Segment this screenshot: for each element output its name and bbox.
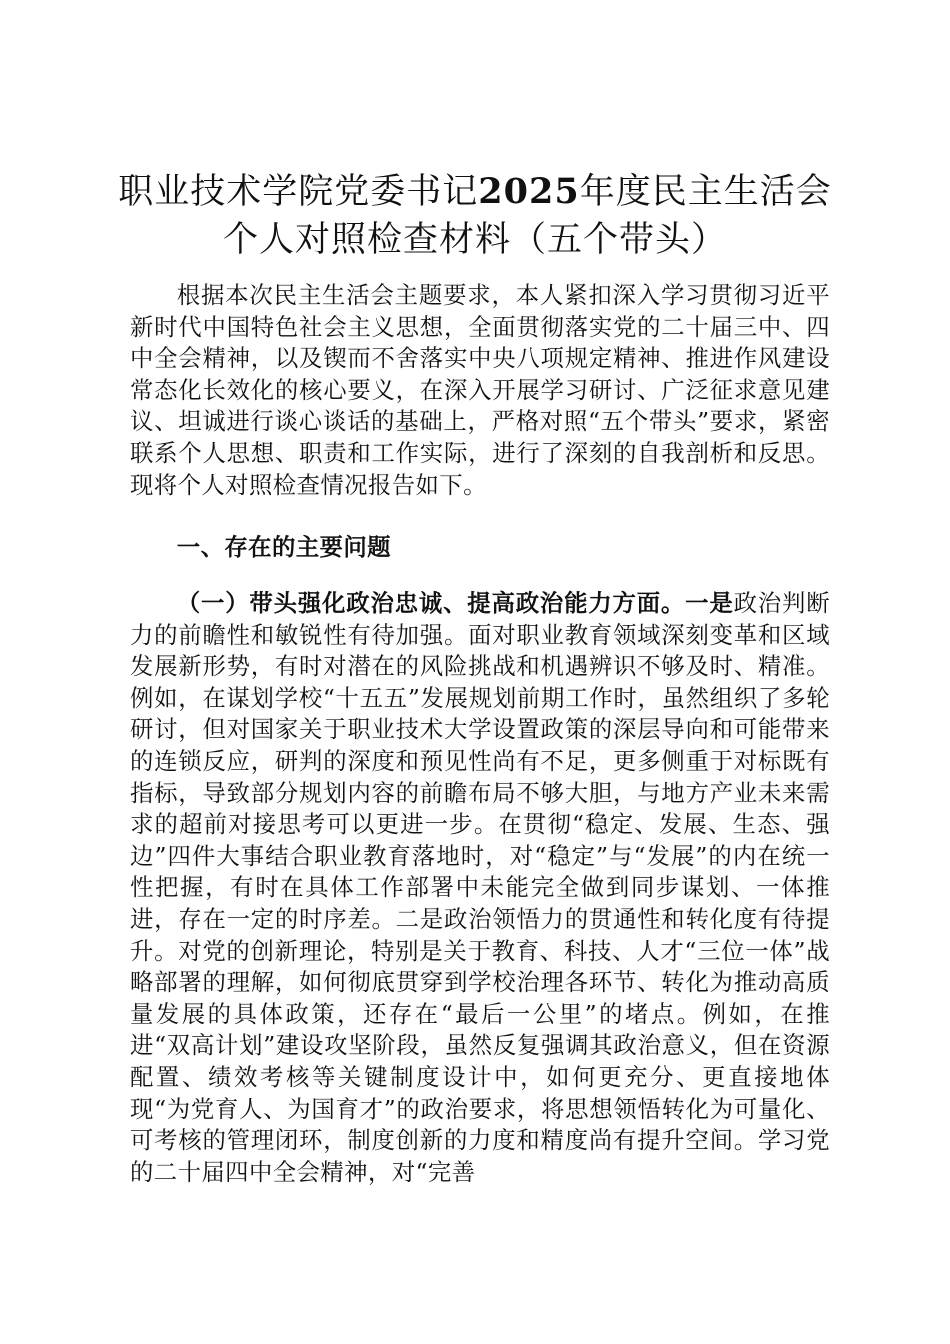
document-title (110, 168, 840, 264)
title-line-1-suffix: 年度民主生活会 (579, 172, 832, 212)
subsection-lead: 一是 (685, 589, 734, 617)
section-heading-problems: 一、存在的主要问题 (176, 533, 391, 561)
subsection-body: 政治判断力的前瞻性和敏锐性有待加强。面对职业教育领域深刻变革和区域发展新形势，有时对潜在的风险挑战和机遇辨识不够及时、精准。例如，在谋划学校“十五五”发展规划前期工作时，虽然组织了多轮研讨，但对国家关于职业技术大学设置政策的深层导向和可能带来的连锁反应，研判的深度和预见性尚有不足，更多侧重于对标既有指标，导致部分规划内容的前瞻布局不够大胆，与地方产业未来需求的超前对接思考可以更进一步。在贯彻“稳定、发展、生态、强边”四件大事结合职业教育落地时，对“稳定”与“发展”的内在统一性把握，有时在具体工作部署中未能完全做到同步谋划、一体推进，存在一定的时序差。二是政治领悟力的贯通性和转化度有待提升。对党的创新理论，特别是关于教育、科技、人才“三位一体”战略部署的理解，如何彻底贯穿到学校治理各环节、转化为推动高质量发展的具体政策，还存在“最后一公里”的堵点。例如，在推进“双高计划”建设攻坚阶段，虽然反复强调其政治意义，但在资源配置、绩效考核等关键制度设计中，如何更充分、更直接地体现“为党育人、为国育才”的政治要求，将思想领悟转化为可量化、可考核的管理闭环，制度创新的力度和精度尚有提升空间。学习党的二十届四中全会精神，对“完善 (130, 589, 830, 1186)
title-line-1 (110, 168, 840, 216)
intro-paragraph: 根据本次民主生活会主题要求，本人紧扣深入学习贯彻习近平新时代中国特色社会主义思想，全面贯彻落实党的二十届三中、四中全会精神，以及锲而不舍落实中央八项规定精神、推进作风建设常态化长效化的核心要义，在深入开展学习研讨、广泛征求意见建议、坦诚进行谈心谈话的基础上，严格对照“五个带头”要求，紧密联系个人思想、职责和工作实际，进行了深刻的自我剖析和反思。现将个人对照检查情况报告如下。 (130, 281, 830, 499)
title-line-2: 个人对照检查材料（五个带头） (222, 220, 727, 260)
subsection-paragraph-1 (130, 588, 830, 1188)
title-line-1-prefix: 职业技术学院党委书记 (118, 172, 479, 212)
title-year: 2025 (478, 171, 580, 212)
subsection-heading: （一）带头强化政治忠诚、提高政治能力方面。 (176, 589, 686, 617)
